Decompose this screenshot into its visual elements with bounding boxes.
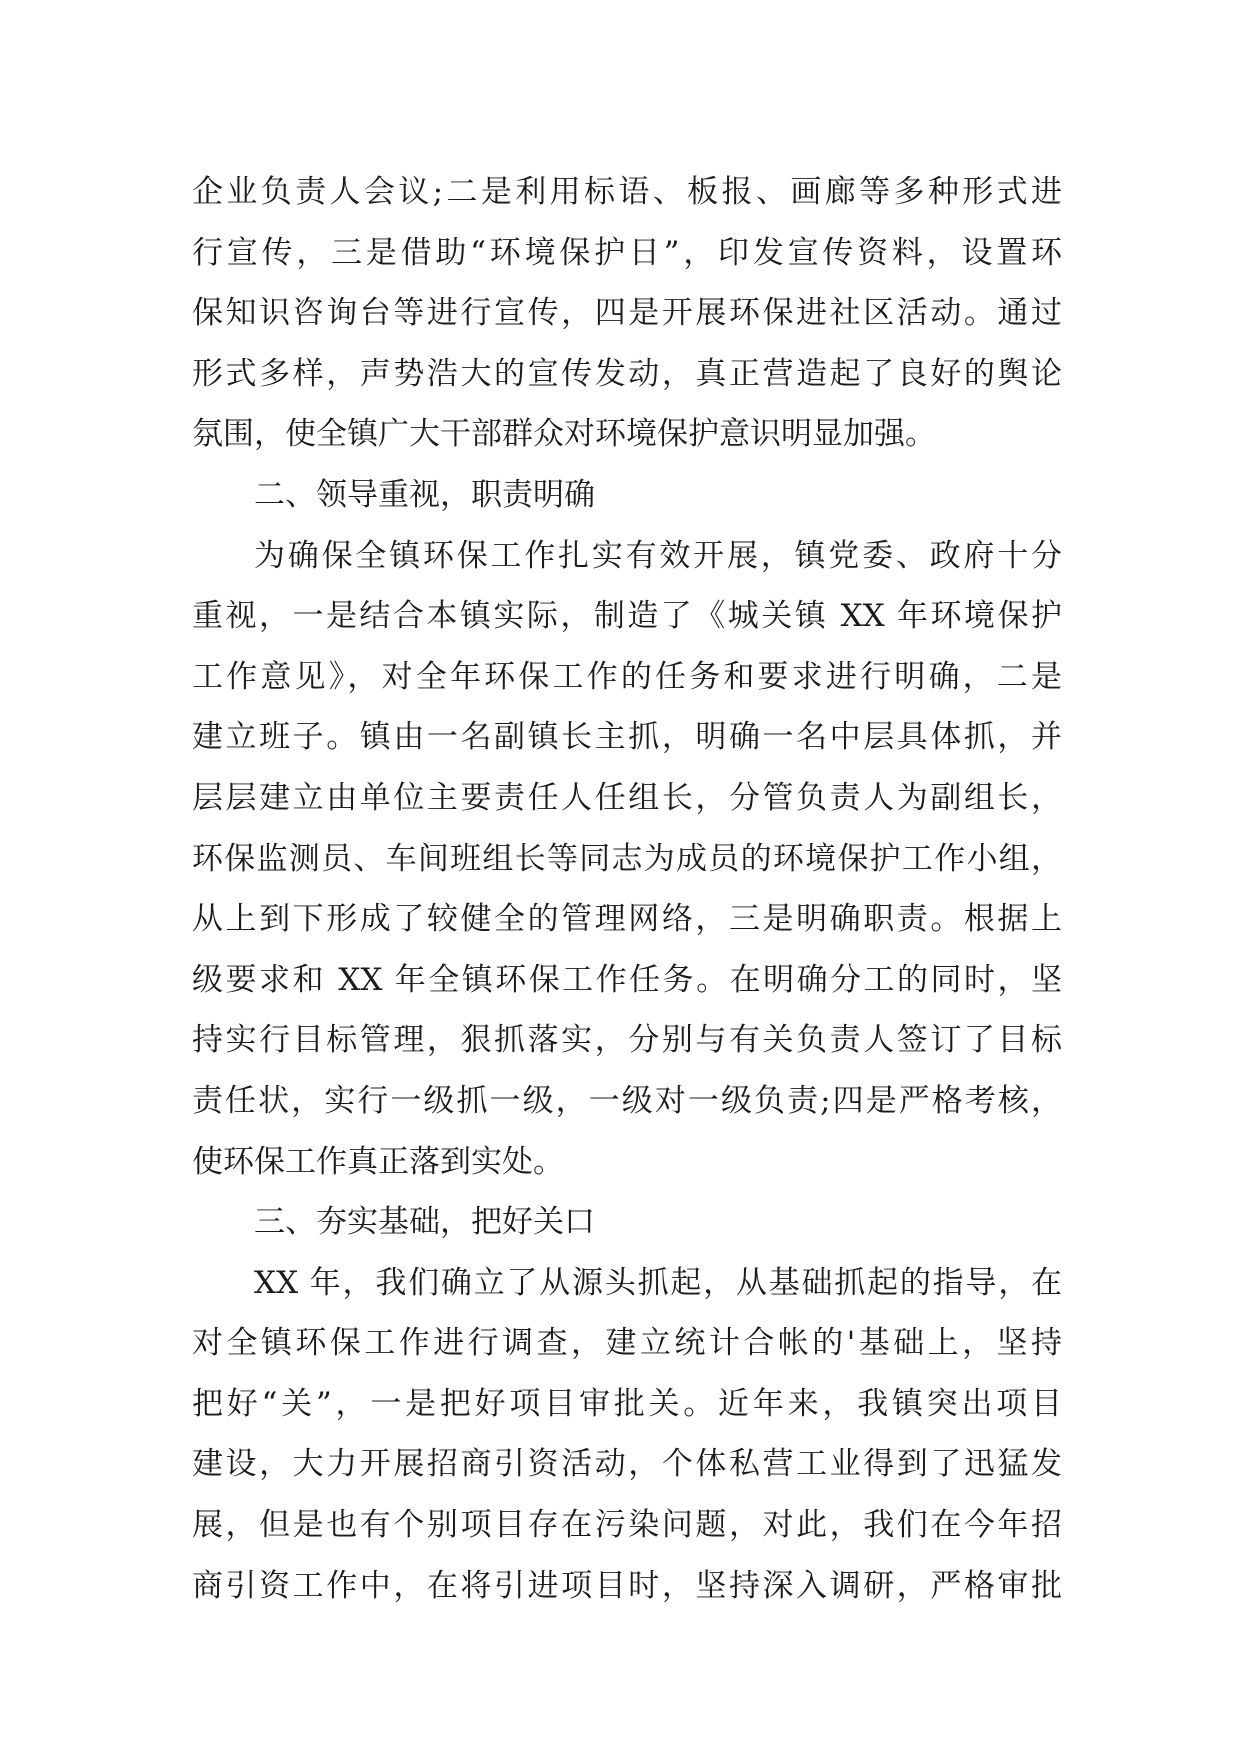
text-line: 为确保全镇环保工作扎实有效开展，镇党委、政府十分 — [254, 537, 1062, 574]
text-line: 二、领导重视，职责明确 — [254, 476, 595, 513]
text-line: XX 年，我们确立了从源头抓起，从基础抓起的指导，在 — [254, 1264, 1062, 1301]
text-line: 级要求和 XX 年全镇环保工作任务。在明确分工的同时，坚 — [192, 961, 1062, 998]
text-line: 行宣传，三是借助“环境保护日”，印发宣传资料，设置环 — [192, 234, 1062, 271]
text-line: 持实行目标管理，狠抓落实，分别与有关负责人签订了目标 — [192, 1022, 1062, 1059]
text-line: 商引资工作中，在将引进项目时，坚持深入调研，严格审批 — [192, 1567, 1062, 1604]
text-line: 重视，一是结合本镇实际，制造了《城关镇 XX 年环境保护 — [192, 598, 1062, 635]
text-line: 展，但是也有个别项目存在污染问题，对此，我们在今年招 — [192, 1507, 1062, 1544]
text-line: 建立班子。镇由一名副镇长主抓，明确一名中层具体抓，并 — [192, 719, 1062, 756]
text-line: 把好“关”，一是把好项目审批关。近年来，我镇突出项目 — [192, 1385, 1062, 1422]
text-line: 层层建立由单位主要责任人任组长，分管负责人为副组长， — [192, 779, 1062, 816]
text-line: 氛围，使全镇广大干部群众对环境保护意识明显加强。 — [192, 416, 936, 453]
text-line: 对全镇环保工作进行调查，建立统计合帐的'基础上，坚持 — [192, 1325, 1062, 1362]
text-line: 责任状，实行一级抓一级，一级对一级负责;四是严格考核， — [192, 1082, 1062, 1119]
text-line: 使环保工作真正落到实处。 — [192, 1143, 564, 1180]
body-text — [192, 162, 1062, 1616]
text-line: 从上到下形成了较健全的管理网络，三是明确职责。根据上 — [192, 901, 1062, 938]
text-line: 保知识咨询台等进行宣传，四是开展环保进社区活动。通过 — [192, 295, 1062, 332]
text-line: 环保监测员、车间班组长等同志为成员的环境保护工作小组， — [192, 840, 1062, 877]
text-line: 工作意见》，对全年环保工作的任务和要求进行明确，二是 — [192, 658, 1062, 695]
text-line: 企业负责人会议;二是利用标语、板报、画廊等多种形式进 — [192, 174, 1062, 210]
text-line: 形式多样，声势浩大的宣传发动，真正营造起了良好的舆论 — [192, 355, 1062, 392]
text-line: 建设，大力开展招商引资活动，个体私营工业得到了迅猛发 — [192, 1446, 1062, 1483]
text-line: 三、夯实基础，把好关口 — [254, 1204, 595, 1241]
